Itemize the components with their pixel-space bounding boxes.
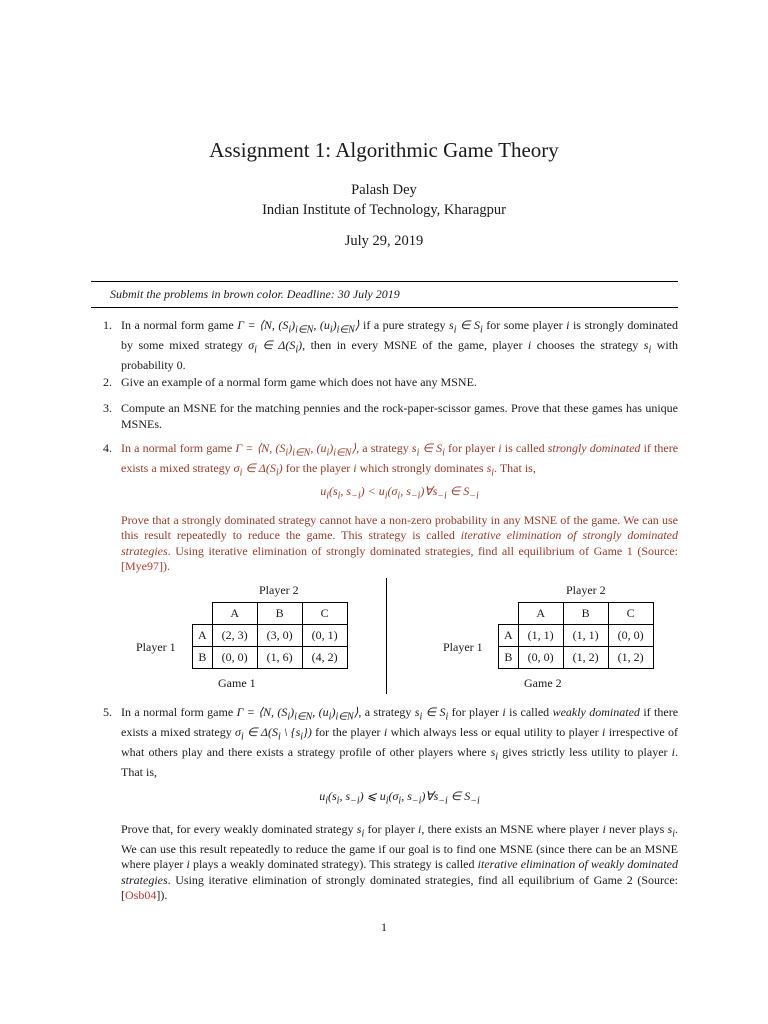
payoff-cell: (1, 1) — [563, 625, 608, 647]
problem-number: 3. — [103, 401, 112, 415]
document-date: July 29, 2019 — [344, 233, 424, 249]
row-header: B — [499, 647, 519, 669]
games-divider — [386, 578, 387, 694]
column-header: A — [212, 603, 257, 625]
game2-payoff-table — [498, 602, 654, 669]
game2-column-player: Player 2 — [566, 583, 606, 597]
column-header: B — [257, 603, 302, 625]
row-header: A — [193, 625, 213, 647]
payoff-cell: (1, 2) — [563, 647, 608, 669]
page-number: 1 — [381, 920, 387, 934]
row-header: B — [193, 647, 213, 669]
citation-link[interactable]: Osb04 — [125, 888, 157, 903]
payoff-cell: (4, 2) — [302, 647, 347, 669]
problem-3 — [103, 401, 678, 432]
row-header: A — [499, 625, 519, 647]
payoff-cell: (1, 6) — [257, 647, 302, 669]
problem-text: Give an example of a normal form game which does not have any MSNE. — [121, 375, 477, 389]
game1-row-player: Player 1 — [136, 640, 176, 654]
payoff-cell: (3, 0) — [257, 625, 302, 647]
top-rule — [91, 281, 678, 282]
column-header: C — [608, 603, 653, 625]
problem-number: 1. — [103, 318, 112, 332]
payoff-cell: (0, 0) — [212, 647, 257, 669]
problem-number: 5. — [103, 705, 112, 719]
author-institution: Indian Institute of Technology, Kharagpur — [262, 202, 506, 218]
equation-weak: $u_i(s_i$, $s_{-i}$) ⩽ $u_i(\sigma_i$, $s_{-i})\forall s_{-i}$ ∈ $S_{-i}$ — [319, 789, 480, 807]
author-name: Palash Dey — [351, 182, 417, 198]
game1-caption: Game 1 — [218, 676, 256, 690]
problem-2 — [103, 375, 678, 391]
equation-strong: $u_i(s_i$, $s_{-i}) < u_i(\sigma_i$, $s_{-i})\forall s_{-i}$ ∈ $S_{-i}$ — [320, 483, 479, 502]
problem-5: 5. In a normal form game Γ = ⟨N, $(S_i)_{i\in N}$, $(u_i)_{i\in N}⟩$, a strategy $s_i$ ∈ $S_i$ for player i is called weakly dominated if there exists a mixed strategy $\sigma_i$ ∈ $\Delta(S_i$ \ $\{s_i\}$) for the player i which always less or equal utility to player i irrespective of what others play and there exists a strategy profile of other players where $s_i$ gives strictly less utility to player i. That is, $u_i(s_i$, $s_{-i}$) ⩽ $u_i(\sigma_i$, $s_{-i})\forall s_{-i}$ ∈ $S_{-i}$ Prove that, for every weakly dominated strategy $s_i$ for player i, there exists an MSNE where player i never plays $s_i$. We can use this result repeatedly to reduce the game if our goal is to find one MSNE (since there can be an MSNE where player i plays a weakly dominated strategy). This strategy is called iterative elimination of weakly dominated strategies. Using iterative elimination of strongly dominated strategies, find all equilibrium of Game 2 (Source: [Osb04]). — [103, 705, 679, 903]
payoff-cell: (2, 3) — [212, 625, 257, 647]
citation-link[interactable]: Mye97 — [125, 559, 159, 574]
problem-4: 4. In a normal form game Γ = ⟨N, $(S_i)_{i\in N}$, $(u_i)_{i\in N}⟩$, a strategy $s_i$ ∈ $S_i$ for player i is called strongly dominated if there exists a mixed strategy $\sigma_i$ ∈ $\Delta(S_i)$ for the player i which strongly dominates $s_i$. That is, $u_i(s_i$, $s_{-i}) < u_i(\sigma_i$, $s_{-i})\forall s_{-i}$ ∈ $S_{-i}$ Prove that a strongly dominated strategy cannot have a non-zero probability in any MSNE of the game. We can use this result repeatedly to reduce the game. This strategy is called iterative elimination of strongly dominated strategies. Using iterative elimination of strongly dominated strategies, find all equilibrium of Game 1 (Source: [Mye97]). — [103, 441, 679, 574]
column-header: B — [563, 603, 608, 625]
game2-caption: Game 2 — [524, 676, 562, 690]
payoff-cell: (1, 2) — [608, 647, 653, 669]
bottom-rule — [91, 307, 678, 308]
payoff-cell: (0, 0) — [608, 625, 653, 647]
game1-column-player: Player 2 — [259, 583, 299, 597]
payoff-cell: (1, 1) — [518, 625, 563, 647]
page-title: Assignment 1: Algorithmic Game Theory — [209, 138, 559, 162]
game1-payoff-table — [192, 602, 348, 669]
submission-notice: Submit the problems in brown color. Deadline: 30 July 2019 — [110, 287, 400, 301]
column-header: C — [302, 603, 347, 625]
problem-text: Compute an MSNE for the matching pennies and the rock-paper-scissor games. Prove that these games has unique MSNEs. — [121, 401, 678, 431]
problem-1: 1. In a normal form game Γ = ⟨N, $(S_i)_{i\in N}$, $(u_i)_{i\in N}⟩$ if a pure strategy $s_i$ ∈ $S_i$ for some player i is strongly dominated by some mixed strategy $\sigma_i$ ∈ $\Delta(S_i)$, then in every MSNE of the game, player i chooses the strategy $s_i$ with probability 0. — [103, 318, 679, 372]
problem-number: 2. — [103, 375, 112, 389]
problem-number: 4. — [103, 441, 112, 455]
payoff-cell: (0, 0) — [518, 647, 563, 669]
column-header: A — [518, 603, 563, 625]
payoff-cell: (0, 1) — [302, 625, 347, 647]
game2-row-player: Player 1 — [443, 640, 483, 654]
